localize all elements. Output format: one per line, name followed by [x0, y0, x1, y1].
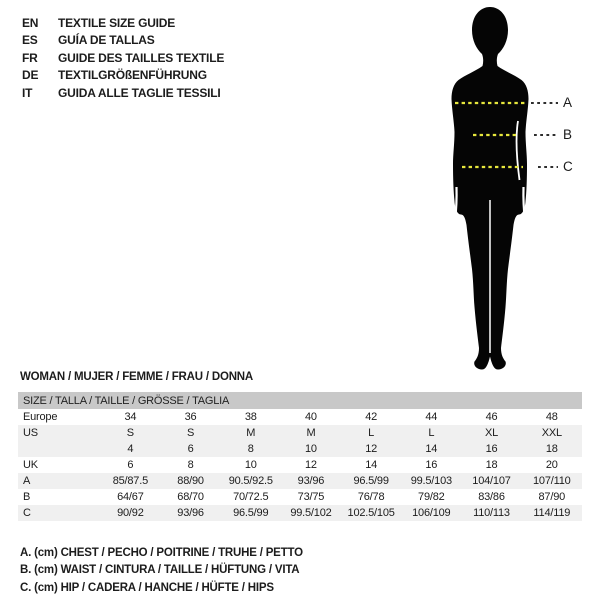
measurement-legend: [20, 545, 303, 597]
language-row-it: [22, 85, 224, 102]
size-cell: 14: [401, 441, 461, 457]
size-cell: 88/90: [160, 473, 220, 489]
size-cell: 14: [365, 459, 378, 471]
size-cell: 102.5/105: [341, 505, 401, 521]
language-code: ES: [22, 33, 38, 48]
size-cell: L: [341, 425, 401, 441]
size-cell: XXL: [522, 425, 582, 441]
table-row: [18, 409, 582, 425]
size-cell: 106/109: [401, 505, 461, 521]
size-cell: 46: [485, 411, 498, 423]
size-cell: 20: [545, 459, 558, 471]
figure-panel: [430, 4, 600, 370]
size-cell: 93/96: [281, 473, 341, 489]
size-table-header-row: [18, 392, 582, 409]
size-cell: 36: [184, 411, 197, 423]
size-cell: 96.5/99: [221, 505, 281, 521]
size-cell: 10: [281, 441, 341, 457]
language-code: FR: [22, 50, 38, 65]
size-cell: 12: [305, 459, 317, 471]
table-row: [18, 441, 582, 457]
size-table: [18, 392, 582, 521]
size-cell: 76/78: [357, 491, 385, 503]
size-cell: 16: [425, 459, 438, 471]
size-cell: 6: [127, 459, 134, 471]
language-title: TEXTILGRÖßENFÜHRUNG: [58, 68, 207, 83]
size-cell: 99.5/102: [281, 505, 341, 521]
size-cell: S: [100, 425, 160, 441]
language-title: GUIDA ALLE TAGLIE TESSILI: [58, 85, 221, 100]
size-cell: 40: [305, 411, 317, 423]
size-cell: 12: [341, 441, 401, 457]
size-cell: 38: [244, 411, 257, 423]
language-code: DE: [22, 68, 39, 83]
size-cell: 6: [160, 441, 220, 457]
table-row: [18, 489, 582, 505]
size-cell: 107/110: [522, 473, 582, 489]
size-cell: S: [160, 425, 220, 441]
legend-hip: C. (cm) HIP / CADERA / HANCHE / HÜFTE / HIPS: [20, 581, 274, 594]
woman-silhouette-graphic: [430, 4, 600, 370]
size-cell: 8: [187, 459, 194, 471]
size-cell: 8: [221, 441, 281, 457]
size-cell: XL: [461, 425, 521, 441]
size-cell: M: [221, 425, 281, 441]
size-cell: 96.5/99: [341, 473, 401, 489]
size-cell: 79/82: [418, 491, 445, 503]
legend-chest: A. (cm) CHEST / PECHO / POITRINE / TRUHE / PETTO: [20, 547, 303, 559]
language-code: IT: [22, 85, 33, 100]
size-cell: 70/72.5: [233, 491, 269, 503]
size-cell: 73/75: [297, 491, 325, 503]
row-label: A: [18, 473, 100, 489]
table-row: [18, 505, 582, 521]
size-cell: 44: [425, 411, 438, 423]
size-cell: 83/86: [478, 491, 505, 503]
language-title: GUÍA DE TALLAS: [58, 33, 155, 48]
size-cell: 4: [100, 441, 160, 457]
row-label: UK: [23, 459, 38, 471]
row-label: [18, 441, 100, 457]
size-cell: M: [281, 425, 341, 441]
language-row-de: [22, 67, 224, 84]
size-cell: 34: [124, 411, 137, 423]
table-title: WOMAN / MUJER / FEMME / FRAU / DONNA: [20, 371, 254, 383]
size-cell: 110/113: [461, 505, 521, 521]
size-cell: 16: [461, 441, 521, 457]
language-code: EN: [22, 16, 39, 30]
size-cell: 114/119: [522, 505, 582, 521]
row-label: US: [18, 425, 100, 441]
marker-b-label: B: [563, 127, 573, 142]
language-row-fr: [22, 50, 224, 67]
size-cell: L: [401, 425, 461, 441]
size-table-header: SIZE / TALLA / TAILLE / GRÖSSE / TAGLIA: [18, 392, 582, 409]
table-row: [18, 425, 582, 441]
row-label: B: [23, 491, 31, 503]
language-row-en: [22, 15, 224, 32]
size-cell: 85/87.5: [100, 473, 160, 489]
size-cell: 87/90: [538, 491, 566, 503]
row-label: C: [18, 505, 100, 521]
size-cell: 93/96: [160, 505, 220, 521]
language-title: TEXTILE SIZE GUIDE: [58, 16, 176, 30]
legend-waist: B. (cm) WAIST / CINTURA / TAILLE / HÜFTUNG / VITA: [20, 564, 300, 577]
size-cell: 104/107: [461, 473, 521, 489]
language-list: [22, 15, 224, 102]
marker-c-label: C: [563, 159, 573, 174]
size-cell: 90/92: [100, 505, 160, 521]
marker-a-label: A: [563, 95, 573, 110]
size-table-body: [18, 409, 582, 521]
size-cell: 68/70: [177, 491, 204, 503]
table-row: [18, 457, 582, 473]
row-label: Europe: [23, 411, 58, 423]
language-title: GUIDE DES TAILLES TEXTILE: [58, 50, 225, 65]
size-cell: 42: [365, 411, 378, 423]
size-cell: 99.5/103: [401, 473, 461, 489]
size-cell: 18: [485, 459, 498, 471]
size-cell: 10: [244, 459, 257, 471]
size-cell: 90.5/92.5: [221, 473, 281, 489]
table-row: [18, 473, 582, 489]
size-cell: 48: [545, 411, 558, 423]
size-cell: 64/67: [117, 491, 144, 503]
size-cell: 18: [522, 441, 582, 457]
language-row-es: [22, 32, 224, 49]
